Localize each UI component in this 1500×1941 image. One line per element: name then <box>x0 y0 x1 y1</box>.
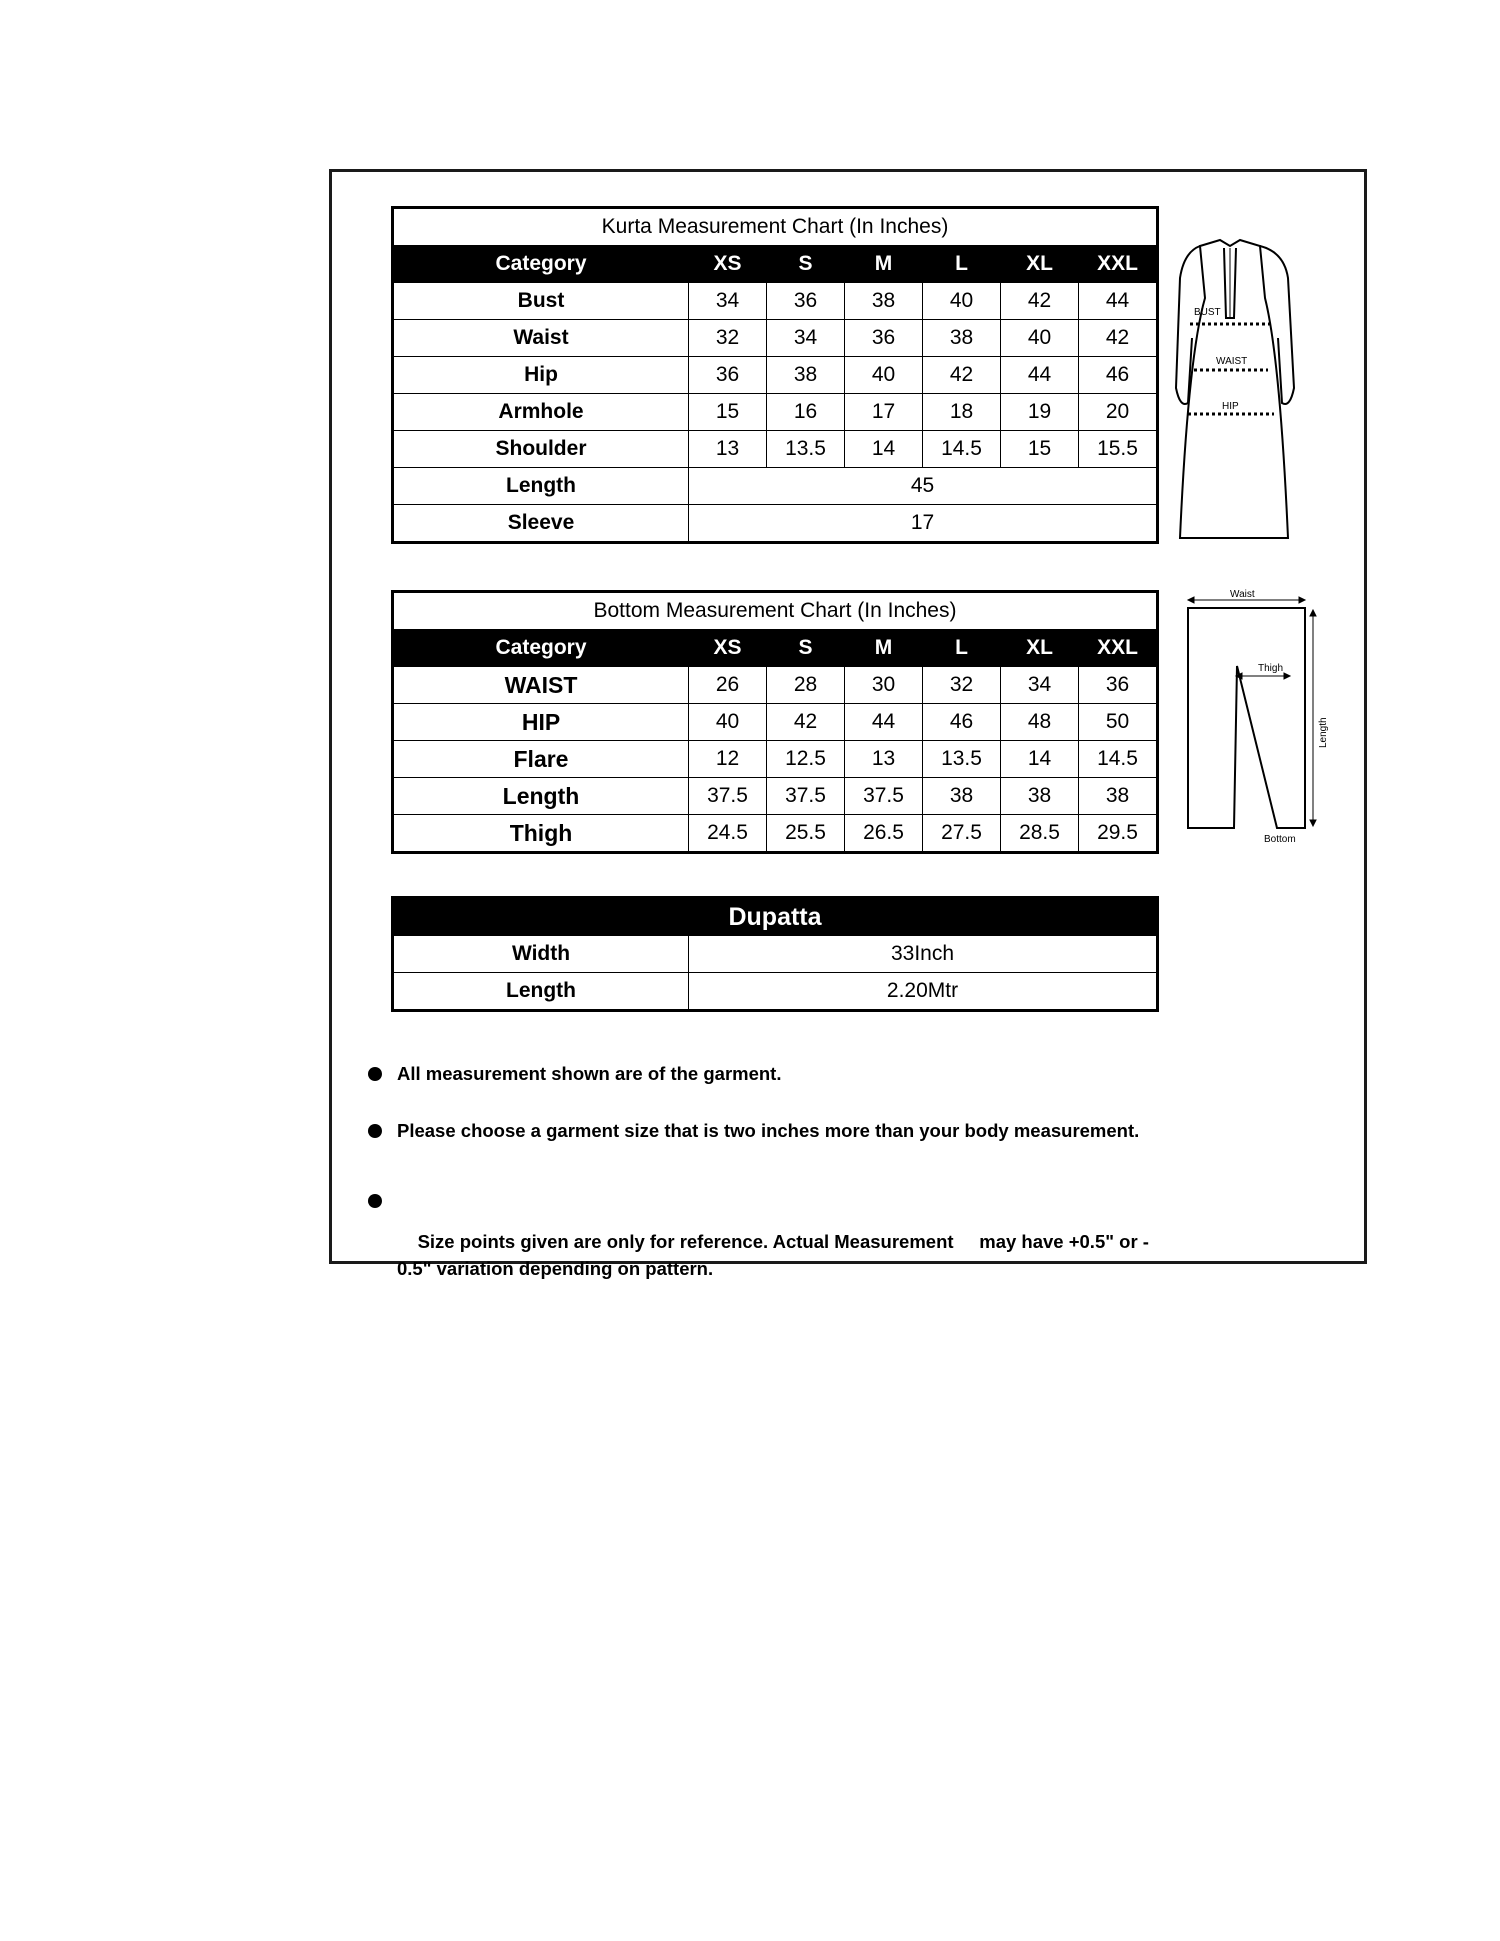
cell-value: 14.5 <box>1079 741 1157 778</box>
header-size: L <box>923 246 1001 283</box>
row-label: Flare <box>394 741 689 778</box>
table-row <box>394 667 1157 704</box>
header-size: M <box>845 630 923 667</box>
cell-value: 26.5 <box>845 815 923 852</box>
cell-value: 40 <box>689 704 767 741</box>
cell-value: 32 <box>923 667 1001 704</box>
cell-value: 28 <box>767 667 845 704</box>
cell-value: 46 <box>1079 357 1157 394</box>
table-row <box>394 357 1157 394</box>
cell-value: 42 <box>923 357 1001 394</box>
row-label: Armhole <box>394 394 689 431</box>
cell-value: 16 <box>767 394 845 431</box>
cell-value: 24.5 <box>689 815 767 852</box>
cell-value: 12.5 <box>767 741 845 778</box>
cell-value: 14.5 <box>923 431 1001 468</box>
row-label: Length <box>394 468 689 505</box>
cell-value: 20 <box>1079 394 1157 431</box>
cell-value: 38 <box>1001 778 1079 815</box>
table-row <box>394 704 1157 741</box>
row-label: Waist <box>394 320 689 357</box>
table-row <box>394 505 1157 542</box>
header-size: XL <box>1001 246 1079 283</box>
dupatta-table <box>393 898 1157 1010</box>
table-row <box>394 394 1157 431</box>
cell-value: 13.5 <box>767 431 845 468</box>
list-item <box>365 1060 1145 1087</box>
table-row <box>394 778 1157 815</box>
cell-value: 37.5 <box>689 778 767 815</box>
note-text: All measurement shown are of the garment. <box>397 1063 782 1084</box>
kurta-figure <box>1170 238 1300 550</box>
cell-value: 38 <box>923 778 1001 815</box>
cell-value: 38 <box>1079 778 1157 815</box>
cell-value: 17 <box>845 394 923 431</box>
cell-value: 40 <box>923 283 1001 320</box>
header-size: XS <box>689 630 767 667</box>
cell-value: 33Inch <box>689 936 1157 973</box>
bust-label: BUST <box>1194 307 1221 318</box>
note-text: Please choose a garment size that is two inches more than your body measurement. <box>397 1120 1140 1141</box>
cell-value: 46 <box>923 704 1001 741</box>
pants-figure <box>1180 588 1330 848</box>
cell-value: 29.5 <box>1079 815 1157 852</box>
cell-value: 15 <box>689 394 767 431</box>
list-item <box>365 1117 1145 1144</box>
cell-value: 34 <box>767 320 845 357</box>
cell-value: 27.5 <box>923 815 1001 852</box>
length-figure-label: Length <box>1318 717 1329 748</box>
cell-value: 48 <box>1001 704 1079 741</box>
header-category: Category <box>394 630 689 667</box>
kurta-table-title: Kurta Measurement Chart (In Inches) <box>394 209 1157 246</box>
cell-value: 34 <box>1001 667 1079 704</box>
row-label: Bust <box>394 283 689 320</box>
header-category: Category <box>394 246 689 283</box>
cell-value: 44 <box>1001 357 1079 394</box>
row-label: WAIST <box>394 667 689 704</box>
pants-outline <box>1188 608 1305 828</box>
cell-value: 50 <box>1079 704 1157 741</box>
list-item <box>365 1174 1157 1309</box>
row-label: Length <box>394 778 689 815</box>
cell-value: 44 <box>1079 283 1157 320</box>
header-size: XXL <box>1079 630 1157 667</box>
header-size: XS <box>689 246 767 283</box>
cell-value: 38 <box>923 320 1001 357</box>
cell-value: 38 <box>845 283 923 320</box>
cell-value: 15.5 <box>1079 431 1157 468</box>
row-label: Width <box>394 936 689 973</box>
cell-value: 45 <box>689 468 1157 505</box>
cell-value: 12 <box>689 741 767 778</box>
notes-list <box>365 1060 1155 1339</box>
cell-value: 28.5 <box>1001 815 1079 852</box>
cell-value: 42 <box>1079 320 1157 357</box>
cell-value: 13.5 <box>923 741 1001 778</box>
cell-value: 25.5 <box>767 815 845 852</box>
bottom-measurement-table <box>393 592 1157 852</box>
cell-value: 44 <box>845 704 923 741</box>
cell-value: 36 <box>767 283 845 320</box>
bottom-table-title: Bottom Measurement Chart (In Inches) <box>394 593 1157 630</box>
cell-value: 37.5 <box>767 778 845 815</box>
row-label: Length <box>394 973 689 1010</box>
header-size: XL <box>1001 630 1079 667</box>
cell-value: 32 <box>689 320 767 357</box>
cell-value: 13 <box>845 741 923 778</box>
bullet-icon <box>368 1194 382 1208</box>
dupatta-title: Dupatta <box>394 899 1157 936</box>
cell-value: 40 <box>1001 320 1079 357</box>
bullet-icon <box>368 1124 382 1138</box>
cell-value: 40 <box>845 357 923 394</box>
kurta-measurement-table <box>393 208 1157 542</box>
thigh-figure-label: Thigh <box>1258 663 1284 674</box>
cell-value: 17 <box>689 505 1157 542</box>
row-label: HIP <box>394 704 689 741</box>
row-label: Shoulder <box>394 431 689 468</box>
table-row <box>394 741 1157 778</box>
table-row <box>394 936 1157 973</box>
note-text: Size points given are only for reference. Actual Measurement may have +0.5" or - 0.5" variation depending on pattern. <box>397 1231 1155 1279</box>
cell-value: 36 <box>689 357 767 394</box>
header-size: S <box>767 630 845 667</box>
table-row <box>394 431 1157 468</box>
cell-value: 36 <box>845 320 923 357</box>
table-row <box>394 815 1157 852</box>
hip-label: HIP <box>1222 401 1239 412</box>
row-label: Sleeve <box>394 505 689 542</box>
cell-value: 2.20Mtr <box>689 973 1157 1010</box>
header-size: M <box>845 246 923 283</box>
table-row <box>394 320 1157 357</box>
cell-value: 18 <box>923 394 1001 431</box>
cell-value: 42 <box>767 704 845 741</box>
cell-value: 34 <box>689 283 767 320</box>
row-label: Hip <box>394 357 689 394</box>
cell-value: 42 <box>1001 283 1079 320</box>
cell-value: 14 <box>845 431 923 468</box>
bullet-icon <box>368 1067 382 1081</box>
waist-label: WAIST <box>1216 356 1248 367</box>
header-size: S <box>767 246 845 283</box>
bottom-figure-label: Bottom <box>1264 834 1296 845</box>
cell-value: 30 <box>845 667 923 704</box>
cell-value: 38 <box>767 357 845 394</box>
header-size: XXL <box>1079 246 1157 283</box>
table-row <box>394 283 1157 320</box>
cell-value: 19 <box>1001 394 1079 431</box>
table-row <box>394 468 1157 505</box>
table-row <box>394 973 1157 1010</box>
header-size: L <box>923 630 1001 667</box>
cell-value: 37.5 <box>845 778 923 815</box>
cell-value: 26 <box>689 667 767 704</box>
cell-value: 14 <box>1001 741 1079 778</box>
row-label: Thigh <box>394 815 689 852</box>
cell-value: 36 <box>1079 667 1157 704</box>
cell-value: 13 <box>689 431 767 468</box>
waist-figure-label: Waist <box>1230 589 1255 600</box>
cell-value: 15 <box>1001 431 1079 468</box>
